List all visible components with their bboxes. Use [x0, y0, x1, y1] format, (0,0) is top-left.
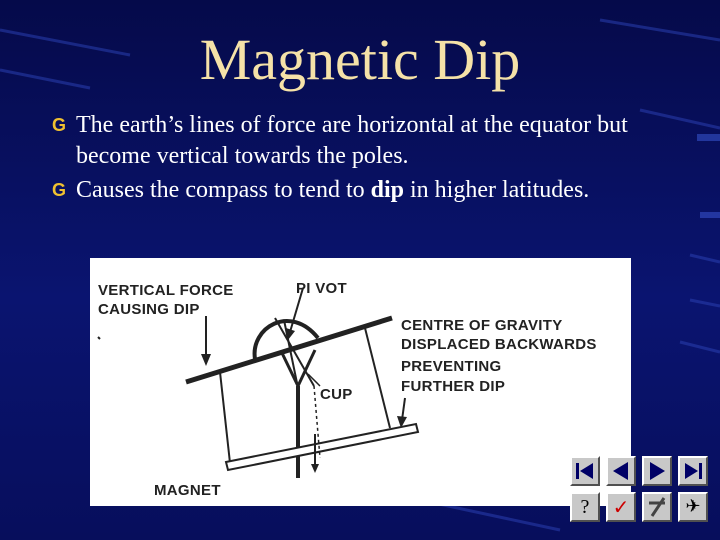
label-further-dip: FURTHER DIP: [401, 378, 506, 395]
bullet-text-before: Causes the compass to tend to: [76, 177, 371, 203]
compass-dip-diagram: [90, 258, 631, 506]
bullet-list: [52, 110, 702, 209]
first-slide-icon: [572, 458, 598, 484]
label-magnet: MAGNET: [154, 482, 221, 499]
next-slide-button[interactable]: [642, 456, 672, 486]
cross-out-button[interactable]: [642, 492, 672, 522]
previous-slide-icon: [608, 458, 634, 484]
help-icon: ?: [580, 496, 590, 518]
bullet-item-compass-dip: [52, 175, 702, 206]
bullet-g-icon: G: [52, 180, 67, 200]
first-slide-button[interactable]: [570, 456, 600, 486]
bullet-text-bold: dip: [370, 177, 404, 203]
airplane-button[interactable]: [678, 492, 708, 522]
bullet-text: The earth’s lines of force are horizontal at the equator but become vertical towards the poles.: [76, 112, 628, 169]
label-vertical-force: VERTICAL FORCE: [98, 282, 234, 299]
label-cup: CUP: [320, 386, 353, 403]
check-button[interactable]: [606, 492, 636, 522]
help-button[interactable]: [570, 492, 600, 522]
slide-navigation: [568, 456, 710, 528]
bullet-text-after: in higher latitudes.: [404, 177, 590, 203]
last-slide-icon: [680, 458, 706, 484]
label-pivot: PI VOT: [296, 280, 347, 297]
bullet-item-lines-of-force: [52, 110, 702, 172]
check-icon: ✓: [612, 495, 630, 519]
label-causing-dip: CAUSING DIP: [98, 301, 200, 318]
last-slide-button[interactable]: [678, 456, 708, 486]
cross-out-icon: [644, 494, 670, 520]
slide-title: Magnetic Dip: [199, 27, 521, 92]
magnet-bar: [226, 424, 418, 470]
label-preventing: PREVENTING: [401, 358, 502, 375]
label-centre-of-gravity: CENTRE OF GRAVITY: [401, 317, 563, 334]
label-displaced-backwards: DISPLACED BACKWARDS: [401, 336, 597, 353]
next-slide-icon: [644, 458, 670, 484]
airplane-icon: ✈: [685, 496, 701, 517]
top-bar: [186, 318, 392, 382]
previous-slide-button[interactable]: [606, 456, 636, 486]
bullet-g-icon: G: [52, 115, 67, 135]
